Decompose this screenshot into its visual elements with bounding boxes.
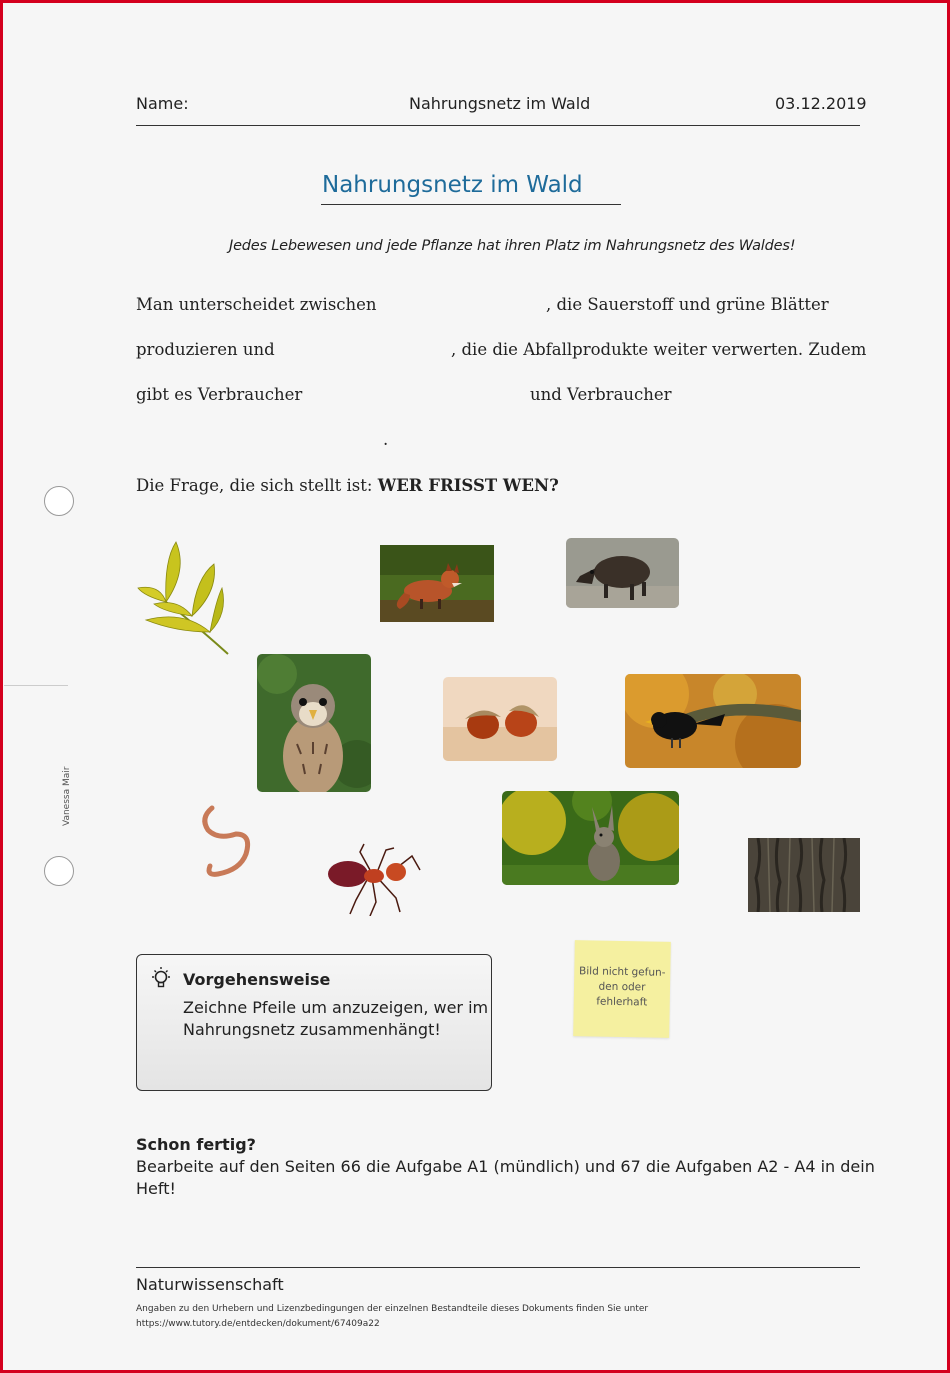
footer-credits-line1: Angaben zu den Urhebern und Lizenzbedingungen der einzelnen Bestandteile dieses Dokuments finden Sie unter [136, 1304, 649, 1314]
cloze-line1-b: , die Sauerstoff und grüne Blätter [546, 295, 829, 314]
punch-hole-top [44, 486, 74, 516]
tree-bark-icon [748, 838, 860, 912]
kestrel-icon [257, 654, 371, 792]
wild-boar-icon [566, 538, 679, 608]
sticky-line3: fehlerhaft [596, 995, 648, 1009]
question-text [136, 476, 559, 495]
footer-rule [136, 1267, 860, 1268]
procedure-title: Vorgehensweise [183, 970, 331, 989]
procedure-text-line1: Zeichne Pfeile um anzuzeigen, wer im [183, 998, 489, 1017]
blackbird-icon [625, 674, 801, 768]
cloze-line1-a: Man unterscheidet zwischen [136, 295, 377, 314]
intro-text: Jedes Lebewesen und jede Pflanze hat ihren Platz im Nahrungsnetz des Waldes! [229, 238, 796, 254]
procedure-text-line2: Nahrungsnetz zusammenhängt! [183, 1020, 441, 1039]
sticky-line1: Bild nicht gefun- [578, 965, 666, 979]
sticky-note [573, 940, 671, 1038]
lightbulb-icon [149, 965, 173, 991]
name-label: Name: [136, 94, 189, 113]
extra-title: Schon fertig? [136, 1135, 256, 1154]
header-date: 03.12.2019 [775, 94, 867, 113]
leaf-icon [136, 540, 230, 656]
question-emphasis: WER FRISST WEN? [377, 476, 559, 495]
cloze-line2-b: , die die Abfallprodukte weiter verwerten. Zudem [451, 340, 867, 359]
header-rule [136, 125, 860, 126]
punch-hole-bottom [44, 856, 74, 886]
procedure-box [136, 954, 492, 1091]
earthworm-icon [196, 804, 254, 880]
footer-subject: Naturwissenschaft [136, 1275, 284, 1294]
cloze-line3-a: gibt es Verbraucher [136, 385, 303, 404]
footer-credits-line2: https://www.tutory.de/entdecken/dokument/67409a22 [136, 1319, 380, 1329]
header-doc-title: Nahrungsnetz im Wald [409, 94, 591, 113]
title-underline [321, 204, 621, 205]
acorns-icon [443, 677, 557, 761]
cloze-line3-b: und Verbraucher [530, 385, 672, 404]
cloze-line4: . [383, 430, 389, 449]
rabbit-icon [502, 791, 679, 885]
side-author: Vanessa Mair [62, 766, 72, 826]
fox-icon [380, 545, 494, 622]
page-title: Nahrungsnetz im Wald [322, 172, 583, 198]
fold-mark [4, 685, 68, 686]
ant-icon [320, 840, 424, 916]
question-prefix: Die Frage, die sich stellt ist: [136, 476, 373, 495]
extra-text-line1: Bearbeite auf den Seiten 66 die Aufgabe A1 (mündlich) und 67 die Aufgaben A2 - A4 in dein [136, 1157, 875, 1176]
sticky-line2: den oder [598, 980, 646, 994]
cloze-line2-a: produzieren und [136, 340, 275, 359]
extra-text-line2: Heft! [136, 1179, 176, 1198]
